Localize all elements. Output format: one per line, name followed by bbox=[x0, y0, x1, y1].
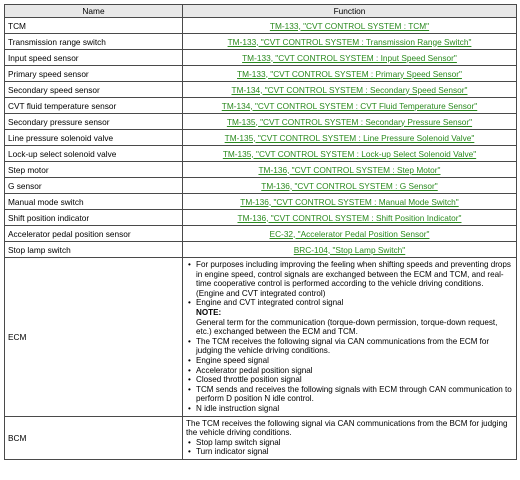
reference-link[interactable]: TM-133, "CVT CONTROL SYSTEM : Transmission Range Switch" bbox=[227, 36, 472, 47]
component-name: Shift position indicator bbox=[5, 210, 183, 226]
bullet-item: • N idle instruction signal bbox=[186, 404, 513, 414]
reference-link[interactable]: TM-133, "CVT CONTROL SYSTEM : Primary Speed Sensor" bbox=[237, 68, 462, 79]
component-name: Lock-up select solenoid valve bbox=[5, 146, 183, 162]
bullet-item: • Engine and CVT integrated control signal bbox=[186, 298, 513, 308]
table-row bbox=[5, 226, 517, 242]
bullet-item: • For purposes including improving the feeling when shifting speeds and preventing drops in engine speed, control signals are exchanged between the ECM and TCM, and real-time cooperative control is performed according to the vehicle driving conditions. (Engine and CVT integrated control) bbox=[186, 260, 513, 298]
reference-link[interactable]: TM-133, "CVT CONTROL SYSTEM : TCM" bbox=[269, 20, 430, 31]
reference-link[interactable]: TM-134, "CVT CONTROL SYSTEM : Secondary Speed Sensor" bbox=[231, 84, 468, 95]
table-row bbox=[5, 34, 517, 50]
component-name: TCM bbox=[5, 18, 183, 34]
table-row bbox=[5, 130, 517, 146]
table-row bbox=[5, 18, 517, 34]
bcm-row bbox=[5, 416, 517, 459]
bullet-item: • Turn indicator signal bbox=[186, 447, 513, 457]
component-name: BCM bbox=[5, 416, 183, 459]
component-name: Accelerator pedal position sensor bbox=[5, 226, 183, 242]
reference-link[interactable]: TM-136, "CVT CONTROL SYSTEM : Shift Position Indicator" bbox=[237, 212, 462, 223]
component-name: Manual mode switch bbox=[5, 194, 183, 210]
name-column-header: Name bbox=[5, 5, 183, 18]
component-name: Line pressure solenoid valve bbox=[5, 130, 183, 146]
component-name: CVT fluid temperature sensor bbox=[5, 98, 183, 114]
reference-link[interactable]: BRC-104, "Stop Lamp Switch" bbox=[293, 244, 406, 255]
reference-link[interactable]: EC-32, "Accelerator Pedal Position Sensor" bbox=[269, 228, 430, 239]
table-row bbox=[5, 50, 517, 66]
reference-link[interactable]: TM-135, "CVT CONTROL SYSTEM : Lock-up Select Solenoid Valve" bbox=[222, 148, 477, 159]
component-name: Stop lamp switch bbox=[5, 242, 183, 258]
component-name: Transmission range switch bbox=[5, 34, 183, 50]
bcm-function-description bbox=[183, 416, 517, 459]
component-name: Step motor bbox=[5, 162, 183, 178]
component-name: Input speed sensor bbox=[5, 50, 183, 66]
reference-link[interactable]: TM-135, "CVT CONTROL SYSTEM : Secondary Pressure Sensor" bbox=[226, 116, 473, 127]
bullet-item: • TCM sends and receives the following signals with ECM through CAN communication to perform D position N idle control. bbox=[186, 385, 513, 404]
table-row bbox=[5, 66, 517, 82]
table-row bbox=[5, 242, 517, 258]
header-row bbox=[5, 5, 517, 18]
component-function-table bbox=[4, 4, 517, 460]
component-name: Primary speed sensor bbox=[5, 66, 183, 82]
bullet-item: • The TCM receives the following signal via CAN communications from the ECM for judging the vehicle driving conditions. bbox=[186, 337, 513, 356]
table-row bbox=[5, 162, 517, 178]
function-column-header: Function bbox=[183, 5, 517, 18]
component-name: G sensor bbox=[5, 178, 183, 194]
table-row bbox=[5, 146, 517, 162]
component-name: Secondary pressure sensor bbox=[5, 114, 183, 130]
bullet-item: • Accelerator pedal position signal bbox=[186, 366, 513, 376]
table-row bbox=[5, 98, 517, 114]
table-row bbox=[5, 114, 517, 130]
bullet-item: • Closed throttle position signal bbox=[186, 375, 513, 385]
reference-link[interactable]: TM-136, "CVT CONTROL SYSTEM : Step Motor" bbox=[258, 164, 441, 175]
bullet-item: • Engine speed signal bbox=[186, 356, 513, 366]
table-row bbox=[5, 194, 517, 210]
component-name: Secondary speed sensor bbox=[5, 82, 183, 98]
ecm-function-description bbox=[183, 258, 517, 417]
reference-link[interactable]: TM-136, "CVT CONTROL SYSTEM : Manual Mode Switch" bbox=[240, 196, 459, 207]
note-text: General term for the communication (torque-down permission, torque-down request, etc.) exchanged between the ECM and TCM. bbox=[196, 317, 498, 337]
ecm-row bbox=[5, 258, 517, 417]
component-name: ECM bbox=[5, 258, 183, 417]
table-row bbox=[5, 210, 517, 226]
reference-link[interactable]: TM-136, "CVT CONTROL SYSTEM : G Sensor" bbox=[261, 180, 438, 191]
reference-link[interactable]: TM-134, "CVT CONTROL SYSTEM : CVT Fluid Temperature Sensor" bbox=[221, 100, 478, 111]
reference-link[interactable]: TM-135, "CVT CONTROL SYSTEM : Line Pressure Solenoid Valve" bbox=[224, 132, 475, 143]
note-label: NOTE: bbox=[196, 307, 222, 317]
description-text: The TCM receives the following signal via CAN communications from the BCM for judging the vehicle driving conditions. bbox=[186, 418, 508, 438]
bullet-item: • Stop lamp switch signal bbox=[186, 438, 513, 448]
table-row bbox=[5, 82, 517, 98]
reference-link[interactable]: TM-133, "CVT CONTROL SYSTEM : Input Speed Sensor" bbox=[242, 52, 457, 63]
table-row bbox=[5, 178, 517, 194]
